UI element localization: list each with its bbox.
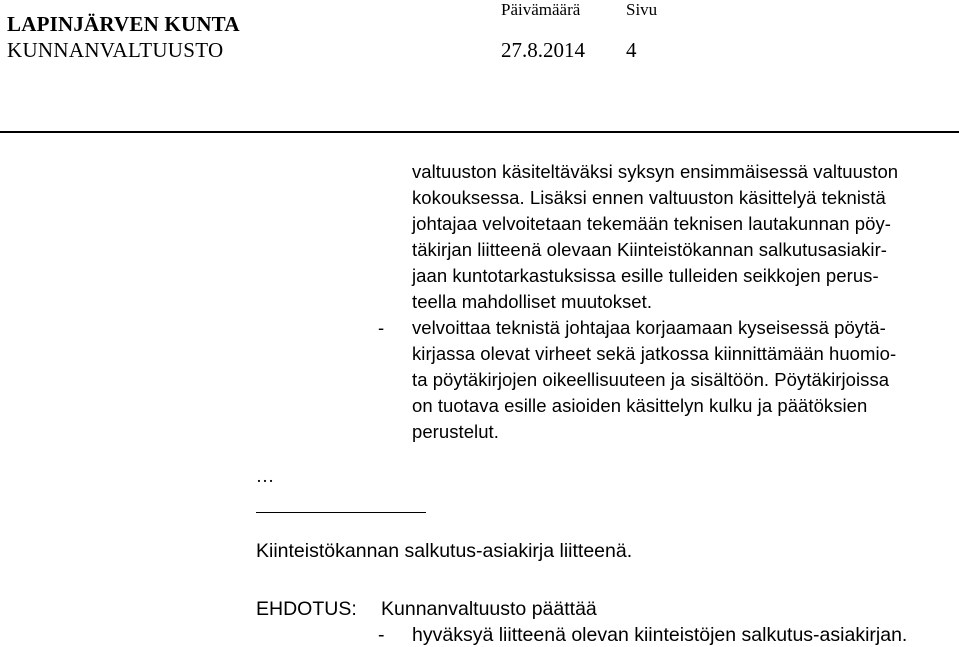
- date-value: 27.8.2014: [501, 38, 585, 62]
- page-number: 4: [626, 38, 637, 62]
- proposal-label: EHDOTUS:: [256, 598, 357, 620]
- page-label: Sivu: [626, 0, 658, 19]
- organization-name: LAPINJÄRVEN KUNTA: [7, 12, 240, 36]
- proposal-text: Kunnanvaltuusto päättää: [381, 598, 597, 620]
- body-line: kirjassa olevat virheet sekä jatkossa kiinnittämään huomio-: [412, 343, 897, 364]
- body-line: velvoittaa teknistä johtajaa korjaamaan kyseisessä pöytä-: [412, 317, 886, 338]
- list-dash: -: [378, 317, 385, 338]
- date-label: Päivämäärä: [501, 0, 581, 19]
- body-line: täkirjan liitteenä olevaan Kiinteistökannan salkutusasiakir-: [412, 239, 888, 260]
- separator-line: [256, 512, 426, 513]
- body-line: perustelut.: [412, 421, 499, 442]
- ellipsis-marker: …: [256, 466, 274, 486]
- decision-line: hyväksyä liitteenä olevan kiinteistöjen salkutus-asiakirjan.: [412, 624, 908, 646]
- body-line: on tuotava esille asioiden käsittelyn kulku ja päätöksien: [412, 395, 868, 416]
- body-line: ta pöytäkirjojen oikeellisuuteen ja sisältöön. Pöytäkirjoissa: [412, 369, 890, 390]
- body-line: teella mahdolliset muutokset.: [412, 291, 653, 312]
- body-line: valtuuston käsiteltäväksi syksyn ensimmäisessä valtuuston: [412, 161, 899, 182]
- body-line: kokouksessa. Lisäksi ennen valtuuston käsittelyä teknistä: [412, 187, 886, 208]
- header-divider: [0, 131, 959, 133]
- list-dash: -: [378, 624, 385, 646]
- body-line: jaan kuntotarkastuksissa esille tulleiden seikkojen perus-: [412, 265, 879, 286]
- council-name: KUNNANVALTUUSTO: [7, 38, 224, 62]
- attachment-note: Kiinteistökannan salkutus-asiakirja liitteenä.: [256, 540, 633, 562]
- body-line: johtajaa velvoitetaan tekemään teknisen lautakunnan pöy-: [412, 213, 891, 234]
